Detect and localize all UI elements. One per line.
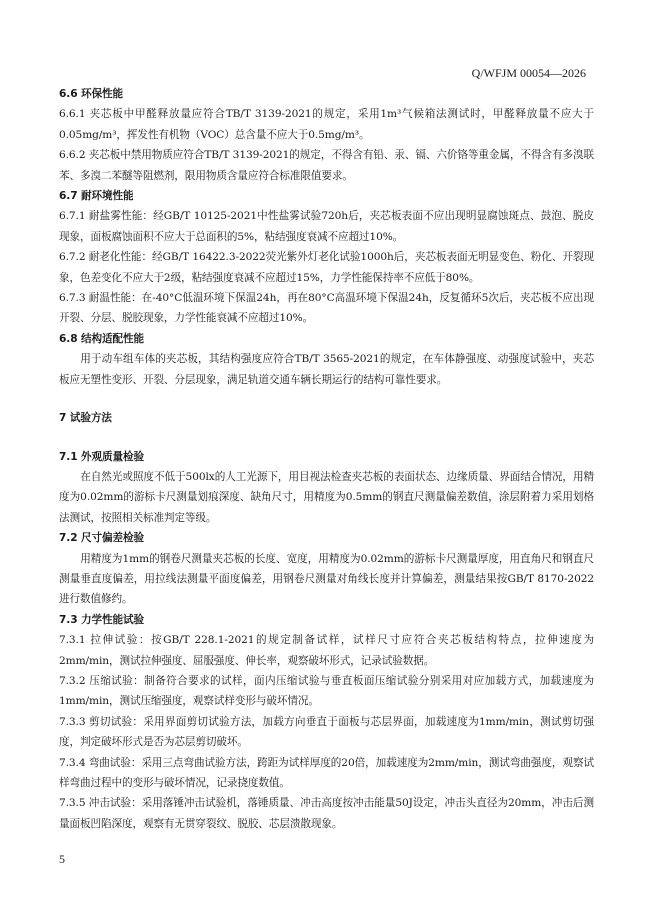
section-7-2-heading: 7.2 尺寸偏差检验 xyxy=(59,532,145,545)
clause-6-6-2: 6.6.2 夹芯板中禁用物质应符合TB/T 3139-2021的规定，不得含有铅、汞、镉、六价铬等重金属，不得含有多溴联苯、多溴二苯醚等阻燃剂，限用物质含量应符合标准限值要求。 xyxy=(59,149,594,182)
clause-6-6-1: 6.6.1 夹芯板中甲醛释放量应符合TB/T 3139-2021的规定，采用1m³气候箱法测试时，甲醛释放量不应大于0.05mg/m³，挥发性有机物（VOC）总含量不应大于0.5mg/m³。 xyxy=(59,108,594,141)
section-7-1-heading: 7.1 外观质量检验 xyxy=(59,450,145,463)
clause-6-8-text: 用于动车组车体的夹芯板，其结构强度应符合TB/T 3565-2021的规定，在车体静强度、动强度试验中，夹芯板应无塑性变形、开裂、分层现象，满足轨道交通车辆长期运行的结构可靠性要求。 xyxy=(59,353,594,386)
clause-7-3-2: 7.3.2 压缩试验：制备符合要求的试样，面内压缩试验与垂直板面压缩试验分别采用对应加载方式，加载速度为1mm/min，测试压缩强度，观察试样变形与破坏情况。 xyxy=(59,674,594,708)
clause-7-3-1: 7.3.1 拉伸试验：按GB/T 228.1-2021的规定制备试样，试样尺寸应符合夹芯板结构特点，拉伸速度为2mm/min，测试拉伸强度、屈服强度、伸长率，观察破坏形式，记录试验数据。 xyxy=(59,634,594,667)
section-7-3-heading: 7.3 力学性能试验 xyxy=(59,613,145,626)
clause-7-3-4: 7.3.4 弯曲试验：采用三点弯曲试验方法，跨距为试样厚度的20倍，加载速度为2mm/min，测试弯曲强度，观察试样弯曲过程中的变形与破坏情况，记录挠度数值。 xyxy=(59,756,594,789)
clause-7-3-5: 7.3.5 冲击试验：采用落锤冲击试验机，落锤质量、冲击高度按冲击能量50J设定，冲击头直径为20mm，冲击后测量面板凹陷深度，观察有无贯穿裂纹、脱胶、芯层溃散现象。 xyxy=(59,797,594,830)
document-code: Q/WFJM 00054—2026 xyxy=(471,66,586,80)
section-6-8-heading: 6.8 结构适配性能 xyxy=(59,332,145,345)
clause-6-7-1: 6.7.1 耐盐雾性能：经GB/T 10125-2021中性盐雾试验720h后，夹芯板表面不应出现明显腐蚀斑点、鼓泡、脱皮现象，面板腐蚀面积不应大于总面积的5%，粘结强度衰减不应超过10%。 xyxy=(59,210,594,243)
clause-7-1-text: 在自然光或照度不低于500lx的人工光源下，用目视法检查夹芯板的表面状态、边缘质量、界面结合情况，用精度为0.02mm的游标卡尺测量划痕深度、缺角尺寸，用精度为0.5mm的钢直尺测量偏差数值，涂层附着力采用划格法测试，按照相关标准判定等级。 xyxy=(59,470,594,524)
section-6-6-heading: 6.6 环保性能 xyxy=(59,88,124,100)
document-body xyxy=(59,84,594,834)
chapter-7-heading: 7 试验方法 xyxy=(59,412,112,425)
clause-7-3-3: 7.3.3 剪切试验：采用界面剪切试验方法，加载方向垂直于面板与芯层界面，加载速度为1mm/min，测试剪切强度，判定破坏形式是否为芯层剪切破坏。 xyxy=(59,715,594,749)
page-number: 5 xyxy=(59,852,65,866)
clause-6-7-3: 6.7.3 耐温性能：在-40°C低温环境下保温24h，再在80°C高温环境下保温24h，反复循环5次后，夹芯板不应出现开裂、分层、脱胶现象，力学性能衰减不应超过10%。 xyxy=(59,292,594,325)
clause-6-7-2: 6.7.2 耐老化性能：经GB/T 16422.3-2022荧光紫外灯老化试验1000h后，夹芯板表面无明显变色、粉化、开裂现象，色差变化不应大于2级，粘结强度衰减不应超过15%，力学性能保持率不应低于80%。 xyxy=(59,251,594,284)
section-6-7-heading: 6.7 耐环境性能 xyxy=(59,190,134,203)
clause-7-2-text: 用精度为1mm的钢卷尺测量夹芯板的长度、宽度，用精度为0.02mm的游标卡尺测量厚度，用直角尺和钢直尺测量垂直度偏差，用拉线法测量平面度偏差，用钢卷尺测量对角线长度并计算偏差，测量结果按GB/T 8170-2022进行数值修约。 xyxy=(59,552,594,606)
